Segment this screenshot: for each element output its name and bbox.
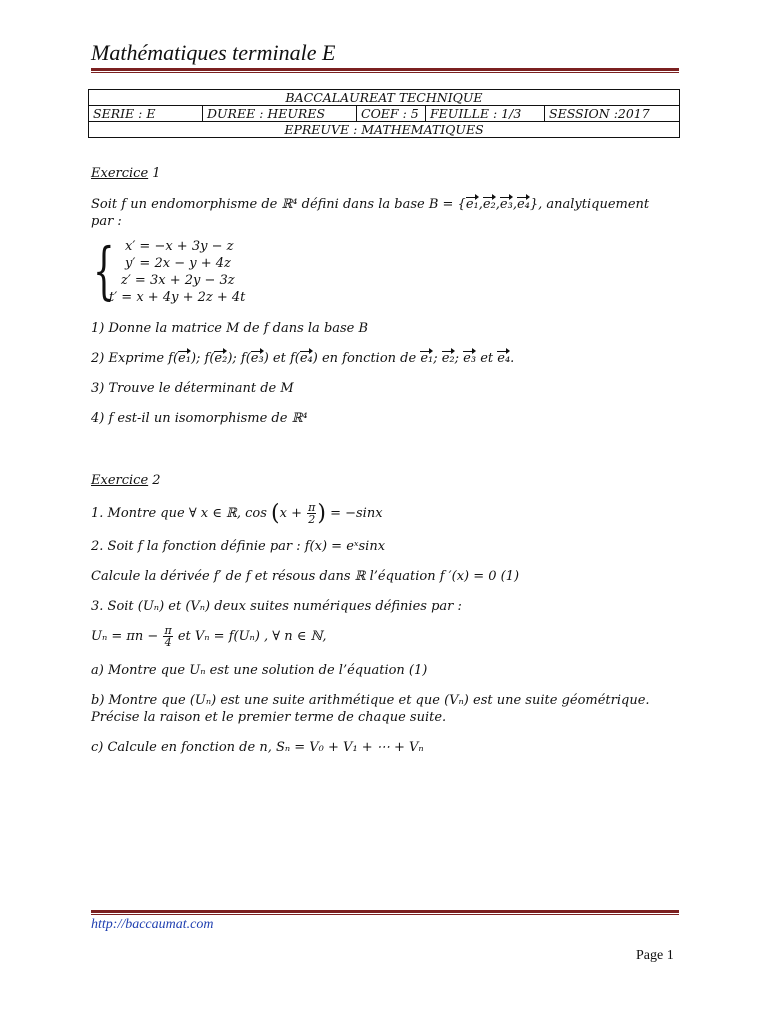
vector-e3: e₃ bbox=[250, 351, 264, 366]
exercise1-heading bbox=[91, 165, 681, 182]
q1-x: x + bbox=[279, 506, 302, 521]
ex2-question-c: c) Calcule en fonction de n, Sₙ = V₀ + V₁ + ⋯ + Vₙ bbox=[91, 740, 424, 755]
vector-e2: e₂ bbox=[214, 351, 228, 366]
footer-rule bbox=[91, 910, 679, 915]
vector-e3: e₃ bbox=[463, 351, 477, 366]
duree-cell: DUREE : HEURES bbox=[203, 106, 357, 122]
ex1-question-3: 3) Trouve le déterminant de M bbox=[91, 381, 294, 396]
ex1-question-2: 2) Exprime f(e₁); f(e₂); f(e₃) et f(e₄) en fonction de e₁; e₂; e₃ et e₄. bbox=[91, 351, 515, 366]
frac-den: 2 bbox=[308, 513, 316, 526]
exercise2-number: 2 bbox=[152, 473, 161, 488]
sequence-definition bbox=[91, 625, 681, 648]
intro-text-c: par : bbox=[91, 214, 122, 229]
ex2-question-2b: Calcule la dérivée f′ de f et résous dans ℝ l’équation f ′(x) = 0 (1) bbox=[91, 569, 520, 584]
frac-num: π bbox=[164, 624, 172, 637]
serie-cell: SERIE : E bbox=[89, 106, 203, 122]
ex2-question-a: a) Montre que Uₙ est une solution de l’équation (1) bbox=[91, 663, 428, 678]
seq-text-a: Uₙ = πn − bbox=[91, 629, 159, 644]
coef-cell: COEF : 5 bbox=[357, 106, 426, 122]
vector-e2: e₂ bbox=[441, 351, 455, 366]
system-line-t: t′ = x + 4y + 2z + 4t bbox=[109, 290, 246, 305]
system-brace: { bbox=[93, 234, 115, 307]
fraction-pi-over-4 bbox=[163, 625, 172, 648]
intro-text-a: Soit f un endomorphisme de ℝ⁴ défini dans la base B = { bbox=[91, 197, 466, 212]
system-line-z: z′ = 3x + 2y − 3z bbox=[121, 273, 235, 288]
q2-prefix: 2) Exprime bbox=[91, 351, 169, 366]
vector-e4: e₄ bbox=[497, 351, 511, 366]
feuille-cell: FEUILLE : 1/3 bbox=[426, 106, 545, 122]
ex2-question-b1: b) Montre que (Uₙ) est une suite arithmétique et que (Vₙ) est une suite géométrique. bbox=[91, 693, 650, 708]
system-line-y: y′ = 2x − y + 4z bbox=[125, 256, 231, 271]
vector-e4: e₄ bbox=[299, 351, 313, 366]
q1-text-a: 1. Montre que ∀ x ∈ ℝ, cos bbox=[91, 506, 267, 521]
frac-den: 4 bbox=[164, 636, 172, 649]
vector-e1: e₁ bbox=[178, 351, 191, 366]
intro-text-b: }, analytiquement bbox=[529, 197, 650, 212]
fraction-pi-over-2 bbox=[307, 502, 316, 525]
equation-system bbox=[93, 234, 681, 307]
exam-type-cell: BACCALAUREAT TECHNIQUE bbox=[89, 90, 680, 106]
left-paren: ( bbox=[271, 501, 280, 526]
exam-content bbox=[91, 165, 681, 756]
ex1-question-4: 4) f est-il un isomorphisme de ℝ⁴ bbox=[91, 411, 308, 426]
q1-text-b: = −sinx bbox=[330, 506, 383, 521]
epreuve-cell: EPREUVE : MATHEMATIQUES bbox=[89, 122, 680, 138]
vector-e1: e₁ bbox=[465, 197, 479, 212]
vector-e3: e₃ bbox=[499, 197, 513, 212]
exam-info-table bbox=[88, 89, 680, 138]
exercise2-heading bbox=[91, 472, 681, 489]
frac-num: π bbox=[308, 501, 316, 514]
vector-e1: e₁ bbox=[420, 351, 434, 366]
footer-link[interactable]: http://baccaumat.com bbox=[91, 917, 214, 932]
seq-text-b: et Vₙ = f(Uₙ) , ∀ n ∈ ℕ, bbox=[177, 629, 327, 644]
ex2-question-1 bbox=[91, 502, 681, 525]
ex1-question-1: 1) Donne la matrice M de f dans la base B bbox=[91, 321, 369, 336]
system-line-x: x′ = −x + 3y − z bbox=[125, 239, 234, 254]
q2-mid: en fonction de bbox=[317, 351, 421, 366]
ex2-question-3: 3. Soit (Uₙ) et (Vₙ) deux suites numériques définies par : bbox=[91, 599, 462, 614]
exercise2-title: Exercice bbox=[91, 473, 149, 488]
page-number: Page 1 bbox=[636, 948, 674, 963]
exercise1-number: 1 bbox=[152, 166, 161, 181]
ex2-question-2: 2. Soit f la fonction définie par : f(x) = eˣsinx bbox=[91, 539, 386, 554]
session-cell: SESSION :2017 bbox=[545, 106, 680, 122]
vector-e2: e₂ bbox=[482, 197, 496, 212]
header-rule bbox=[91, 68, 679, 73]
right-paren: ) bbox=[317, 501, 326, 526]
system-lines bbox=[109, 238, 245, 306]
exercise1-intro: Soit f un endomorphisme de ℝ⁴ défini dans la base B = {e₁,e₂,e₃,e₄}, analytiquement bbox=[91, 197, 650, 212]
exercise1-title: Exercice bbox=[91, 166, 149, 181]
page-title: Mathématiques terminale E bbox=[91, 40, 336, 65]
ex2-question-b2: Précise la raison et le premier terme de chaque suite. bbox=[91, 710, 447, 725]
vector-e4: e₄ bbox=[516, 197, 530, 212]
